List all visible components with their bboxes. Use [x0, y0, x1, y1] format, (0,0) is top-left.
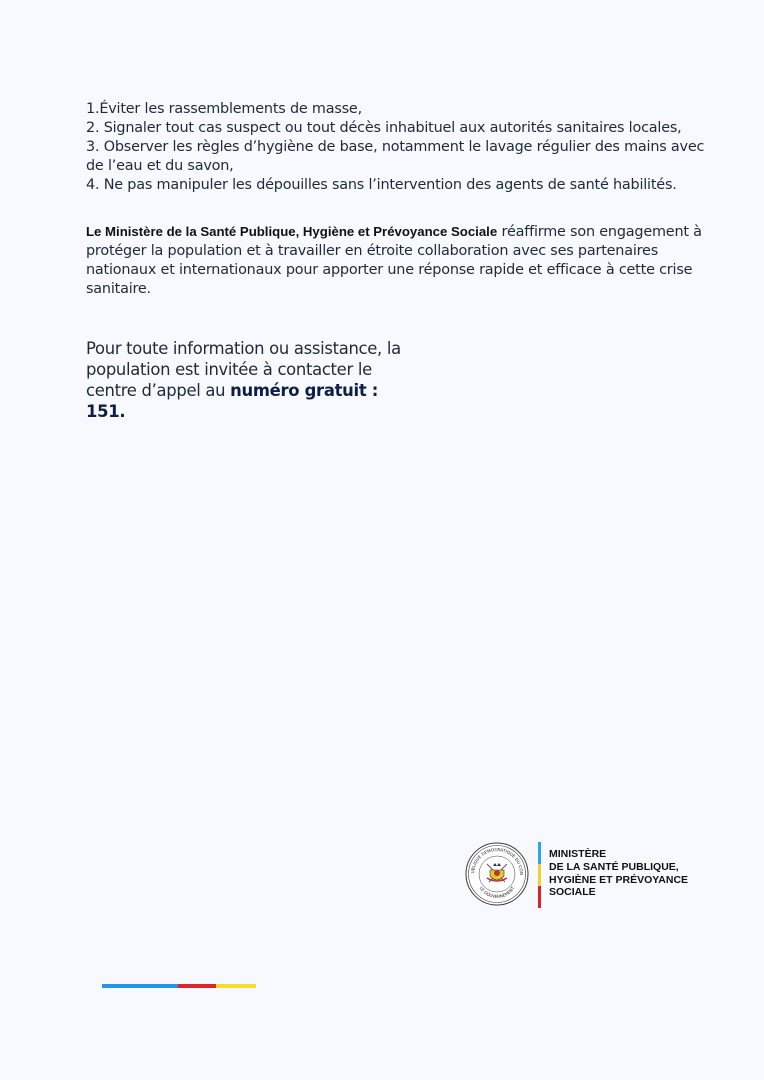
ministry-line: HYGIÈNE ET PRÉVOYANCE: [549, 873, 689, 886]
red-bar: [538, 886, 541, 908]
ministry-color-bars: [538, 842, 541, 908]
flag-yellow-segment: [216, 984, 256, 988]
contact-paragraph: [86, 338, 416, 422]
ministry-name-inline: Le Ministère de la Santé Publique, Hygiène et Prévoyance Sociale: [86, 224, 498, 239]
coat-of-arms-seal-icon: [465, 842, 529, 906]
seal-top-text: UBLIQUE DÉMOCRATIQUE DU CON: [469, 846, 525, 876]
recommendations-list: [86, 100, 726, 195]
yellow-bar: [538, 864, 541, 886]
ministry-title: [549, 848, 688, 899]
ministry-line: SOCIALE: [549, 886, 596, 899]
flag-red-segment: [178, 984, 216, 988]
flag-color-line: [102, 984, 256, 988]
list-item: 1.Éviter les rassemblements de masse,: [86, 101, 362, 117]
engagement-text: réaffirme son engagement à protéger la population et à travailler en étroite collaboration avec ses partenaires nationaux et internationaux pour apporter une réponse rapide et efficace à cette crise sanitaire.: [86, 224, 702, 297]
list-item: 3. Observer les règles d’hygiène de base, notamment le lavage régulier des mains avec de l’eau et du savon,: [86, 139, 705, 174]
ministry-line: DE LA SANTÉ PUBLIQUE,: [549, 860, 679, 873]
ministry-line: MINISTÈRE: [549, 848, 607, 860]
list-item: 2. Signaler tout cas suspect ou tout décès inhabituel aux autorités sanitaires locales,: [86, 120, 682, 136]
contact-text: Pour toute information ou assistance, la population est invitée à contacter le centre d’appel au: [86, 339, 401, 400]
flag-blue-segment: [102, 984, 178, 988]
list-item: 4. Ne pas manipuler les dépouilles sans l’intervention des agents de santé habilités.: [86, 177, 677, 193]
blue-bar: [538, 842, 541, 864]
seal-bottom-text: LE GOUVERNEMENT: [478, 885, 516, 900]
engagement-paragraph: [86, 222, 716, 299]
toll-free-number: numéro gratuit : 151.: [86, 381, 379, 421]
